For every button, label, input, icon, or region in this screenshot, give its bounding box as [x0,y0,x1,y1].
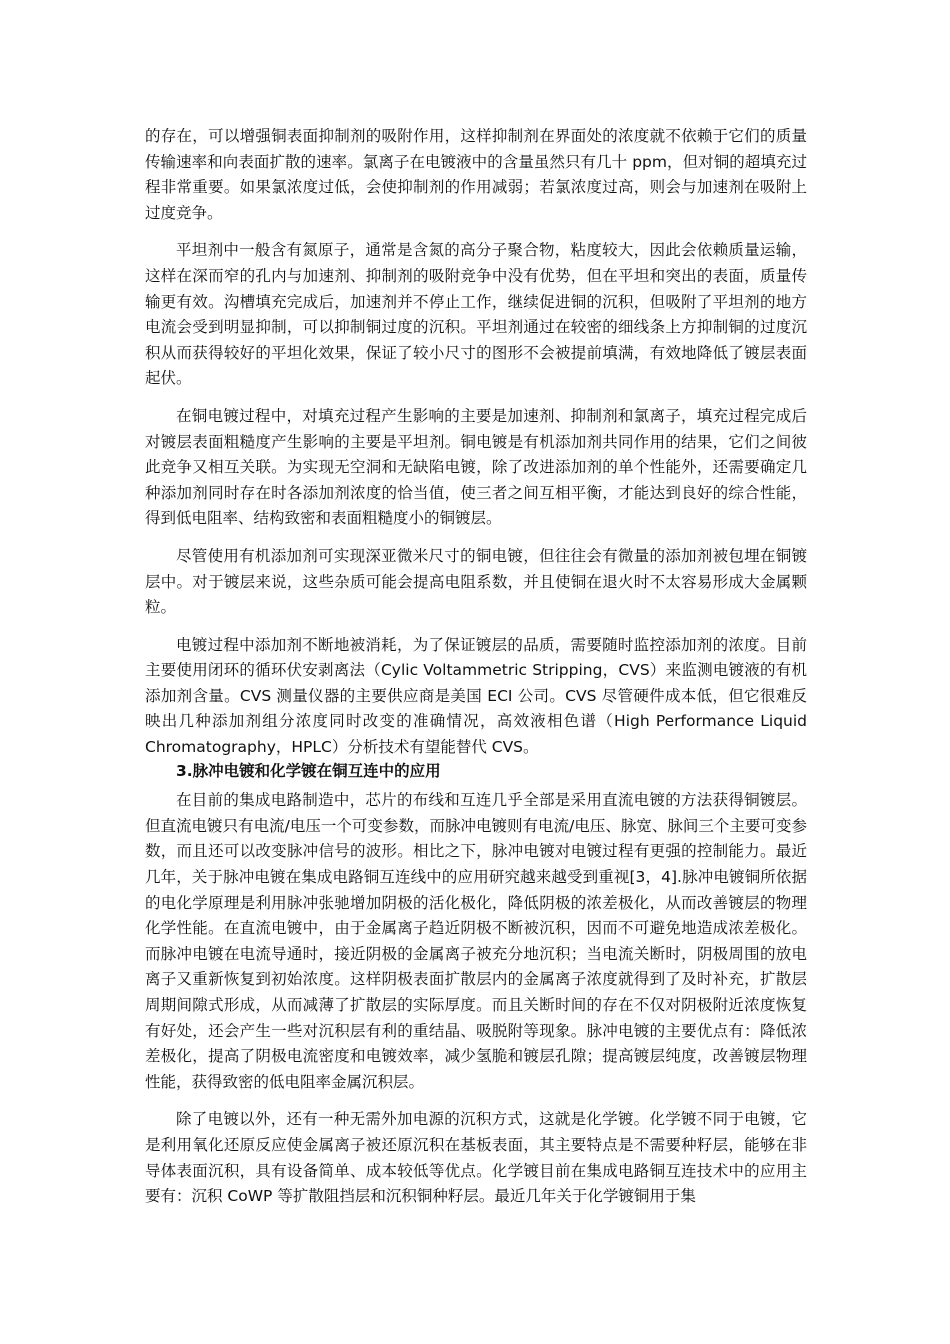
document-page [145,124,807,1222]
paragraph-5: 电镀过程中添加剂不断地被消耗，为了保证镀层的品质，需要随时监控添加剂的浓度。目前主要使用闭环的循环伏安剥离法（Cylic Voltammetric Stripping，CVS）来监测电镀液的有机添加剂含量。CVS 测量仪器的主要供应商是美国 ECI 公司。CVS 尽管硬件成本低，但它很难反映出几种添加剂组分浓度同时改变的准确情况，高效液相色谱（High Performance Liquid Chromatography，HPLC）分析技术有望能替代 CVS。 [145,635,807,757]
section-paragraph-1: 在目前的集成电路制造中，芯片的布线和互连几乎全部是采用直流电镀的方法获得铜镀层。但直流电镀只有电流/电压一个可变参数，而脉冲电镀则有电流/电压、脉宽、脉间三个主要可变参数，而且还可以改变脉冲信号的波形。相比之下，脉冲电镀对电镀过程有更强的控制能力。最近几年，关于脉冲电镀在集成电路铜互连线中的应用研究越来越受到重视[3，4].脉冲电镀铜所依据的电化学原理是利用脉冲张驰增加阴极的活化极化，降低阴极的浓差极化，从而改善镀层的物理化学性能。在直流电镀中，由于金属离子趋近阴极不断被沉积，因而不可避免地造成浓差极化。而脉冲电镀在电流导通时，接近阴极的金属离子被充分地沉积；当电流关断时，阴极周围的放电离子又重新恢复到初始浓度。这样阴极表面扩散层内的金属离子浓度就得到了及时补充，扩散层周期间隙式形成，从而减薄了扩散层的实际厚度。而且关断时间的存在不仅对阴极附近浓度恢复有好处，还会产生一些对沉积层有利的重结晶、吸脱附等现象。脉冲电镀的主要优点有：降低浓差极化，提高了阴极电流密度和电镀效率，减少氢脆和镀层孔隙；提高镀层纯度，改善镀层物理性能，获得致密的低电阻率金属沉积层。 [145,791,807,1091]
paragraph-2: 平坦剂中一般含有氮原子，通常是含氮的高分子聚合物，粘度较大，因此会依赖质量运输，这样在深而窄的孔内与加速剂、抑制剂的吸附竞争中没有优势，但在平坦和突出的表面，质量传输更有效。沟槽填充完成后，加速剂并不停止工作，继续促进铜的沉积，但吸附了平坦剂的地方电流会受到明显抑制，可以抑制铜过度的沉积。平坦剂通过在较密的细线条上方抑制铜的过度沉积从而获得较好的平坦化效果，保证了较小尺寸的图形不会被提前填满，有效地降低了镀层表面起伏。 [145,241,807,388]
section-paragraph-2: 除了电镀以外，还有一种无需外加电源的沉积方式，这就是化学镀。化学镀不同于电镀，它是利用氧化还原反应使金属离子被还原沉积在基板表面，其主要特点是不需要种籽层，能够在非导体表面沉积，具有设备简单、成本较低等优点。化学镀目前在集成电路铜互连技术中的应用主要有：沉积 CoWP 等扩散阻挡层和沉积铜种籽层。最近几年关于化学镀铜用于集 [145,1110,807,1206]
section-heading: 3.脉冲电镀和化学镀在铜互连中的应用 [176,761,441,780]
paragraph-1: 的存在，可以增强铜表面抑制剂的吸附作用，这样抑制剂在界面处的浓度就不依赖于它们的质量传输速率和向表面扩散的速率。氯离子在电镀液中的含量虽然只有几十 ppm，但对铜的超填充过程非常重要。如果氯浓度过低，会使抑制剂的作用减弱；若氯浓度过高，则会与加速剂在吸附上过度竞争。 [145,127,807,222]
paragraph-4: 尽管使用有机添加剂可实现深亚微米尺寸的铜电镀，但往往会有微量的添加剂被包埋在铜镀层中。对于镀层来说，这些杂质可能会提高电阻系数，并且使铜在退火时不太容易形成大金属颗粒。 [145,546,807,617]
paragraph-3: 在铜电镀过程中，对填充过程产生影响的主要是加速剂、抑制剂和氯离子，填充过程完成后对镀层表面粗糙度产生影响的主要是平坦剂。铜电镀是有机添加剂共同作用的结果，它们之间彼此竞争又相互关联。为实现无空洞和无缺陷电镀，除了改进添加剂的单个性能外，还需要确定几种添加剂同时存在时各添加剂浓度的恰当值，使三者之间互相平衡，才能达到良好的综合性能，得到低电阻率、结构致密和表面粗糙度小的铜镀层。 [145,406,807,528]
